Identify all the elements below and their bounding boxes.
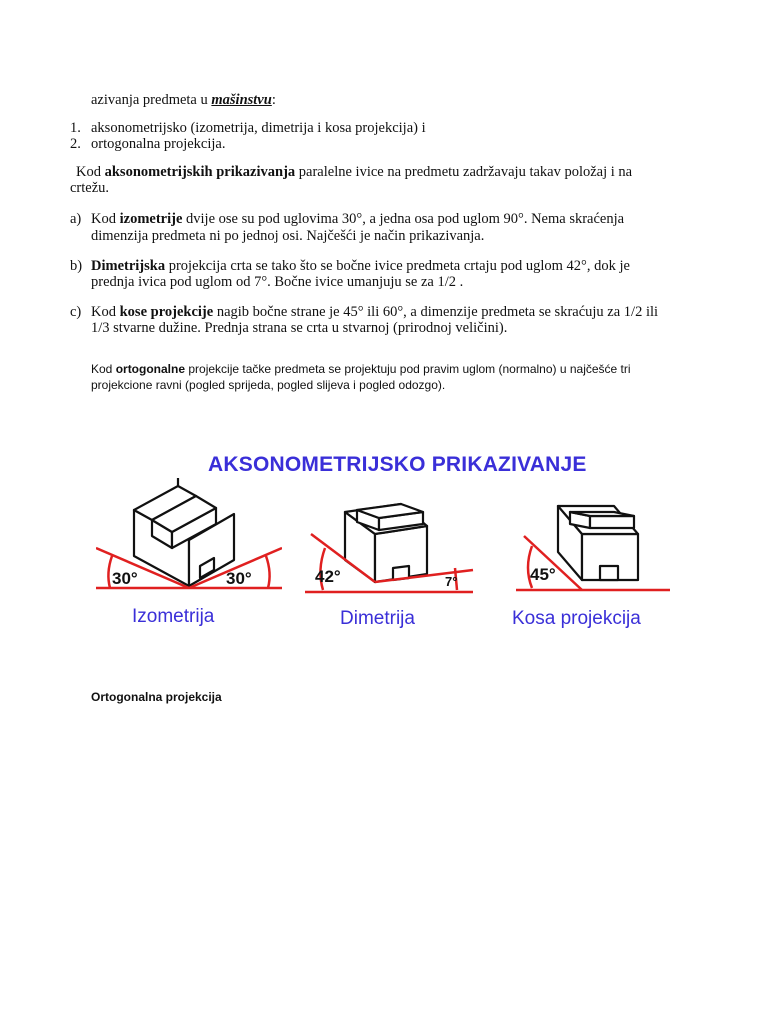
list-item: [70, 120, 81, 137]
item-b-line2: prednja ivica pod uglom od 7°. Bočne ivice umanjuju se za 1/2 .: [91, 274, 464, 290]
list-item: [70, 136, 81, 153]
item-b-label: b): [70, 258, 83, 274]
caption-izometrija: Izometrija: [132, 606, 215, 627]
orto-lead: Kod: [91, 362, 116, 376]
item-a-label: a): [70, 211, 82, 227]
intro-emphasis: mašinstvu: [211, 92, 272, 108]
item-c-line2: 1/3 stvarne dužine. Prednja strana se crta u stvarnoj (prirodnoj veličini).: [91, 320, 508, 336]
oblique-figure: [514, 494, 670, 598]
para-bold: aksonometrijskih prikazivanja: [104, 164, 296, 180]
dim-angle-left: 42°: [315, 567, 341, 586]
para-rest: paralelne ivice na predmetu zadržavaju takav položaj i na: [295, 164, 633, 180]
item-a-lead: Kod: [91, 211, 120, 227]
section-title-ortogonalna: Ortogonalna projekcija: [91, 690, 222, 704]
item-a-bold: izometrije: [119, 211, 183, 227]
list-item-text: aksonometrijsko (izometrija, dimetrija i kosa projekcija) i: [91, 120, 426, 136]
list-number: 1.: [70, 120, 81, 136]
item-c-text: nagib bočne strane je 45° ili 60°, a dimenzije predmeta se skraćuju za 1/2 ili: [213, 304, 659, 320]
item-c-line1: [91, 304, 658, 321]
item-c-lead: Kod: [91, 304, 120, 320]
para-lead: Kod: [76, 164, 105, 180]
orto-bold: ortogonalne: [115, 362, 186, 376]
iso-angle-right: 30°: [226, 569, 252, 588]
dim-angle-right: 7°: [445, 574, 458, 589]
intro-tail: :: [271, 92, 276, 108]
item-a-text: dvije ose su pod uglovima 30°, a jedna osa pod uglom 90°. Nema skraćenja: [182, 211, 625, 227]
kosa-angle: 45°: [530, 565, 556, 584]
paragraph-axonometric-line2: crtežu.: [70, 180, 110, 196]
item-a-line2: dimenzija predmeta ni po jednoj osi. Najčešći je način prikazivanja.: [91, 228, 485, 244]
intro-text: azivanja predmeta u: [91, 92, 212, 108]
paragraph-orthogonal-line1: [91, 361, 631, 378]
figure-title: AKSONOMETRIJSKO PRIKAZIVANJE: [208, 453, 587, 476]
item-b-bold: Dimetrijska: [91, 258, 166, 274]
caption-kosa-projekcija: Kosa projekcija: [512, 608, 641, 629]
list-number: 2.: [70, 136, 81, 152]
paragraph-axonometric-line1: [76, 164, 632, 181]
item-b-line1: [91, 258, 630, 275]
paragraph-orthogonal-line2: projekcione ravni (pogled sprijeda, pogled slijeva i pogled odozgo).: [91, 378, 446, 392]
dimetric-figure: [305, 490, 475, 600]
list-item-text: ortogonalna projekcija.: [91, 136, 226, 152]
iso-angle-left: 30°: [112, 569, 138, 588]
caption-dimetrija: Dimetrija: [340, 608, 415, 629]
isometric-figure: [96, 478, 282, 596]
item-c-bold: kose projekcije: [119, 304, 214, 320]
item-c-label: c): [70, 304, 82, 320]
orto-text: projekcije tačke predmeta se projektuju pod pravim uglom (normalno) u najčešće tri: [185, 362, 631, 376]
intro-line: [91, 92, 276, 109]
item-b-text: projekcija crta se tako što se bočne ivice predmeta crtaju pod uglom 42°, dok je: [165, 258, 630, 274]
item-a-line1: [91, 211, 624, 228]
